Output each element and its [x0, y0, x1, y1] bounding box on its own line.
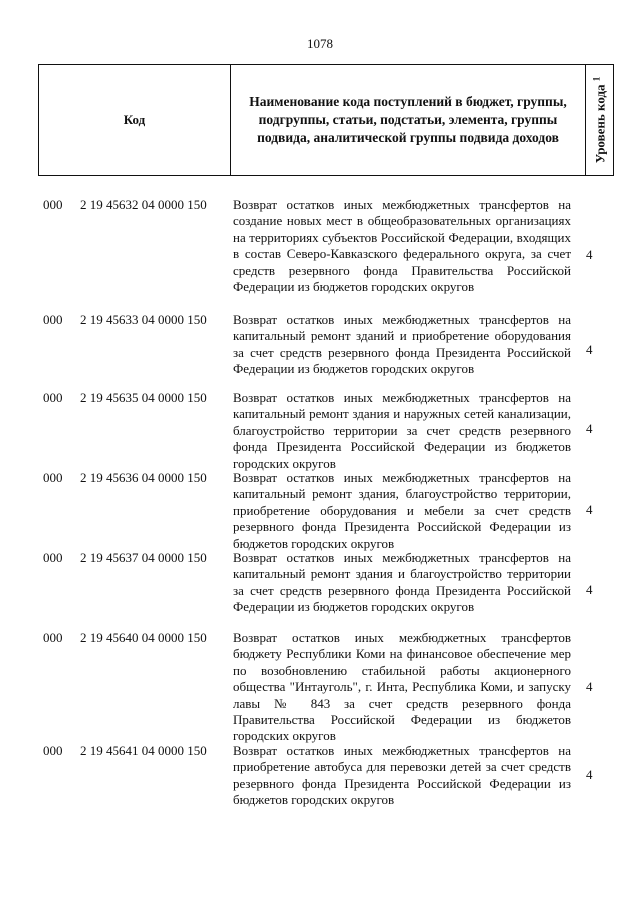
row-prefix: 000 — [43, 743, 63, 758]
header-code-label: Код — [123, 112, 146, 127]
row-level: 4 — [586, 767, 593, 782]
row-description: Возврат остатков иных межбюджетных трансфертов на капитальный ремонт здания и наружных сетей канализации, благоустройство территории за счет средств резервного фонда Президента Российской Федерации из бюджетов городских округов — [233, 390, 571, 471]
row-code: 2 19 45633 04 0000 150 — [80, 312, 207, 327]
header-level-cell — [586, 65, 614, 176]
row-code: 2 19 45640 04 0000 150 — [80, 630, 207, 645]
header-name-label: Наименование кода поступлений в бюджет, группы, подгруппы, статьи, подстатьи, элемента, группы подвида, аналитической группы подвида доходов — [249, 94, 567, 145]
table-header — [38, 64, 614, 176]
row-level: 4 — [586, 582, 593, 597]
row-level: 4 — [586, 679, 593, 694]
header-name-cell — [231, 65, 586, 176]
row-code: 2 19 45641 04 0000 150 — [80, 743, 207, 758]
page-number: 1078 — [307, 36, 333, 51]
row-description: Возврат остатков иных межбюджетных трансфертов бюджету Республики Коми на финансовое обеспечение мер по возобновлению стабильной работы акционерного общества "Интауголь", г. Инта, Республика Коми, и запуску лавы № 843 за счет средств резервного фонда Правительства Российской Федерации из бюджетов городских округов — [233, 630, 571, 744]
header-level-footnote: 1 — [590, 76, 601, 82]
row-level: 4 — [586, 247, 593, 262]
row-code: 2 19 45635 04 0000 150 — [80, 390, 207, 405]
row-code: 2 19 45632 04 0000 150 — [80, 197, 207, 212]
row-description: Возврат остатков иных межбюджетных трансфертов на создание новых мест в общеобразовательных организациях на территориях субъектов Российской Федерации, входящих в состав Северо-Кавказского федерального округа, за счет средств резервного фонда Правительства Российской Федерации из бюджетов городских округов — [233, 197, 571, 295]
header-level-label — [591, 77, 608, 164]
row-prefix: 000 — [43, 630, 63, 645]
row-prefix: 000 — [43, 550, 63, 565]
row-prefix: 000 — [43, 197, 63, 212]
row-description: Возврат остатков иных межбюджетных трансфертов на капитальный ремонт здания, благоустройство территории, приобретение оборудования и мебели за счет средств резервного фонда Президента Российской Федерации из бюджетов городских округов — [233, 470, 571, 551]
row-level: 4 — [586, 421, 593, 436]
row-code: 2 19 45637 04 0000 150 — [80, 550, 207, 565]
header-level-text: Уровень кода — [592, 84, 608, 164]
row-level: 4 — [586, 502, 593, 517]
row-level: 4 — [586, 342, 593, 357]
row-description: Возврат остатков иных межбюджетных трансфертов на капитальный ремонт зданий и приобретение оборудования за счет средств резервного фонда Президента Российской Федерации из бюджетов городских округов — [233, 312, 571, 377]
row-prefix: 000 — [43, 312, 63, 327]
header-code-cell — [39, 65, 231, 176]
row-prefix: 000 — [43, 470, 63, 485]
row-description: Возврат остатков иных межбюджетных трансфертов на капитальный ремонт здания и благоустройство территории за счет средств резервного фонда Президента Российской Федерации из бюджетов городских округов — [233, 550, 571, 615]
row-code: 2 19 45636 04 0000 150 — [80, 470, 207, 485]
row-description: Возврат остатков иных межбюджетных трансфертов на приобретение автобуса для перевозки детей за счет средств резервного фонда Президента Российской Федерации из бюджетов городских округов — [233, 743, 571, 808]
row-prefix: 000 — [43, 390, 63, 405]
